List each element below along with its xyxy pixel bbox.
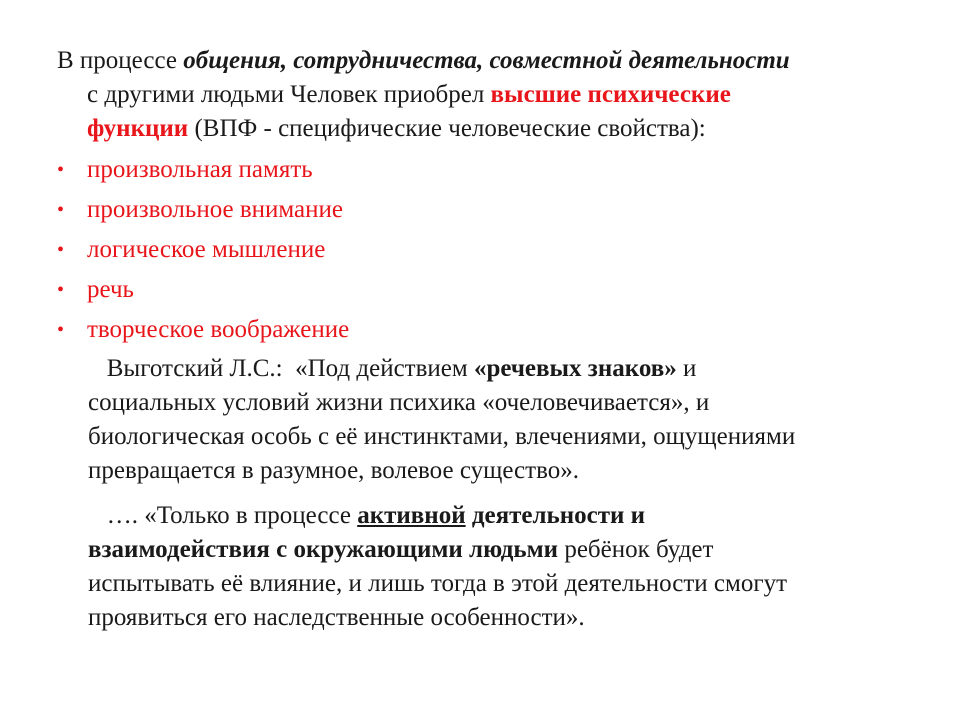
list-item	[57, 235, 349, 275]
quote2-line-3: испытывать её влияние, и лишь тогда в этой деятельности смогут	[88, 570, 788, 597]
intro-line-2	[57, 78, 917, 112]
quote1-line-2: социальных условий жизни психика «очеловечивается», и	[88, 389, 710, 416]
list-item-label: речь	[87, 276, 134, 303]
intro-text: (ВПФ - специфические человеческие свойства):	[188, 115, 706, 142]
quote1-line-1	[88, 352, 795, 386]
quote1-line-3: биологическая особь с её инстинктами, влечениями, ощущениями	[88, 423, 796, 450]
bullet-icon: •	[57, 319, 65, 341]
intro-line-1	[57, 44, 917, 78]
quote2-line-1	[88, 499, 787, 533]
quote-emphasis: «речевых знаков»	[473, 355, 677, 382]
quote-text: Выготский Л.С.: «Под действием	[88, 355, 474, 382]
quote2-line-2	[88, 533, 787, 567]
quote-text: …. «Только в процессе	[88, 502, 358, 529]
quote2-line-4: проявиться его наследственные особенности».	[88, 604, 585, 631]
quote-emphasis-underlined: активной	[357, 502, 466, 529]
bullet-icon: •	[57, 239, 65, 261]
intro-highlight: функции	[87, 115, 189, 142]
intro-highlight: высшие психические	[490, 81, 731, 108]
quote1-line-4: превращается в разумное, волевое существо».	[88, 457, 579, 484]
quote-text: ребёнок будет	[558, 536, 714, 563]
list-item	[57, 195, 349, 235]
vygotsky-quote	[88, 352, 795, 488]
quote-emphasis: взаимодействия с окружающими людьми	[88, 536, 559, 563]
intro-paragraph	[57, 44, 917, 146]
list-item-label: произвольная память	[87, 156, 313, 183]
bullet-icon: •	[57, 199, 65, 221]
quote-text: и	[676, 355, 697, 382]
intro-emphasis: общения, сотрудничества, совместной деятельности	[183, 47, 790, 74]
bullet-icon: •	[57, 159, 65, 181]
intro-text: В процессе	[57, 47, 184, 74]
bullet-icon: •	[57, 279, 65, 301]
list-item	[57, 315, 349, 355]
intro-text: с другими людьми Человек приобрел	[87, 81, 491, 108]
list-item	[57, 155, 349, 195]
quote-emphasis: деятельности и	[465, 502, 646, 529]
list-item	[57, 275, 349, 315]
intro-line-3	[57, 112, 917, 146]
activity-quote	[88, 499, 787, 635]
list-item-label: творческое воображение	[87, 316, 350, 343]
list-item-label: произвольное внимание	[87, 196, 344, 223]
list-item-label: логическое мышление	[87, 236, 326, 263]
function-list	[57, 155, 349, 355]
